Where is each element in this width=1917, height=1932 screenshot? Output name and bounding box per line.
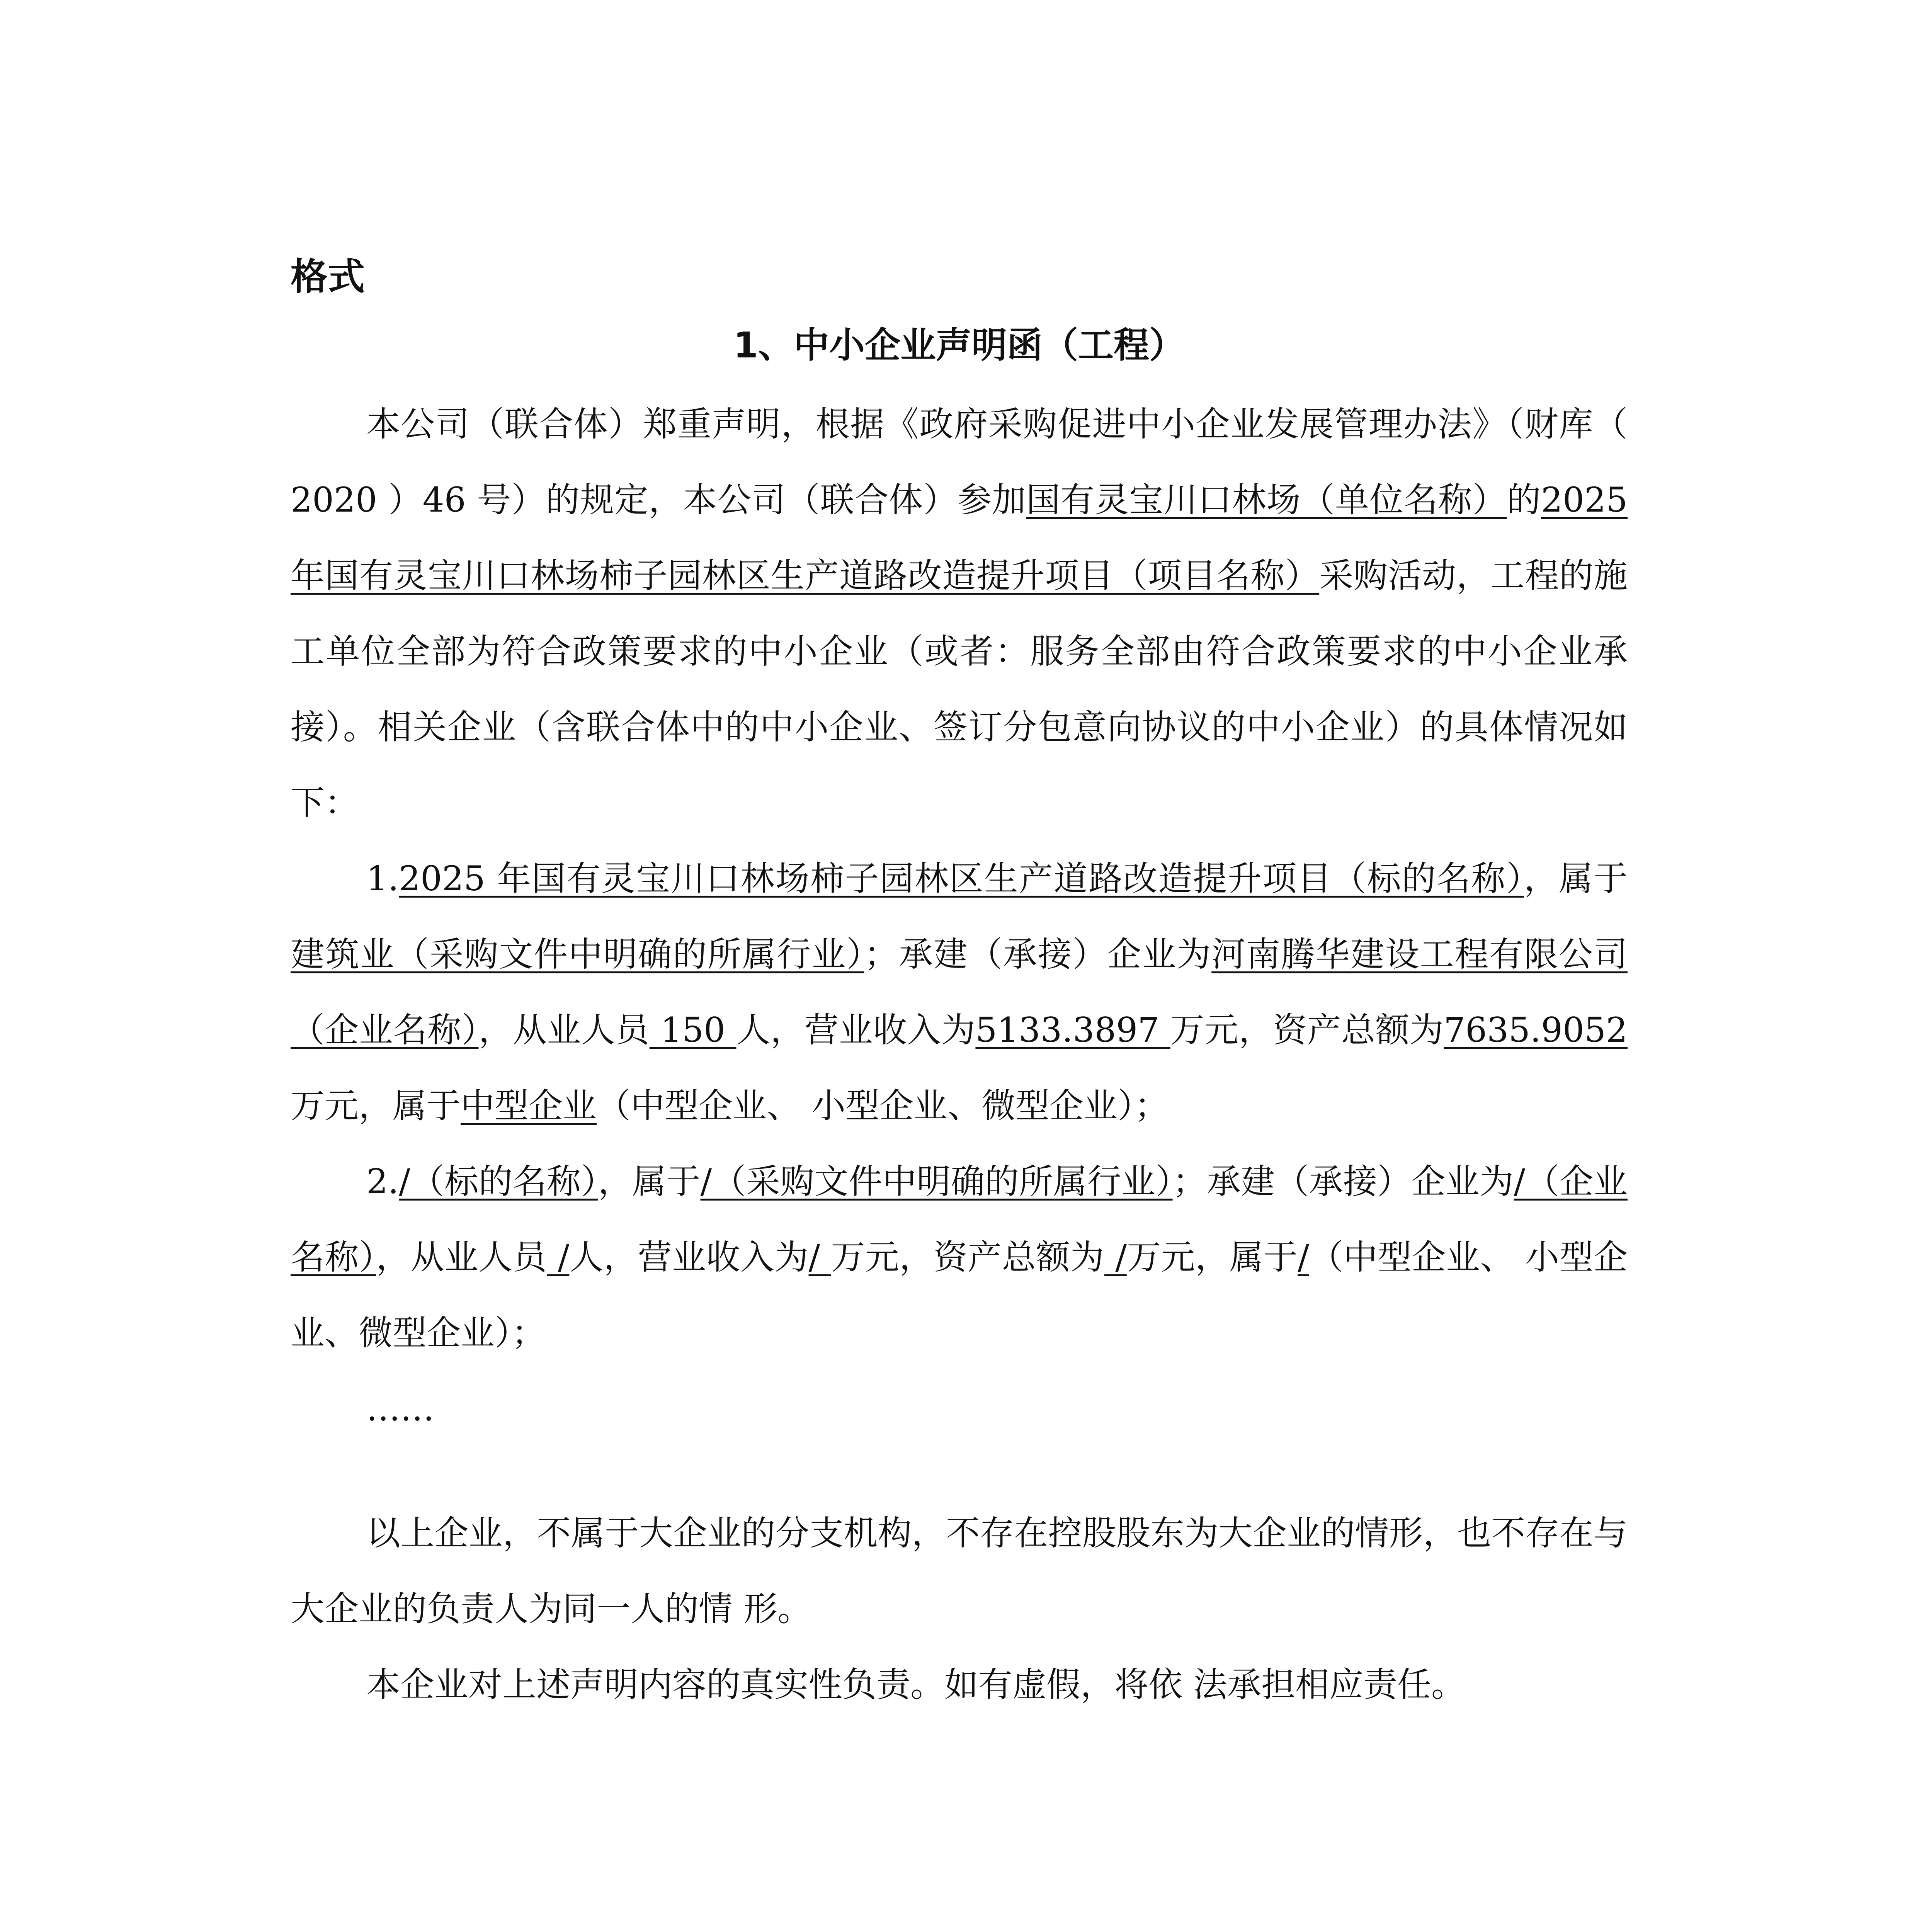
intro-text-c: 采购活动，工程的施工单位全部为符合政策要求的中小企业（或者：服务全部由符合政策要求的中小企业承接）。相关企业（含联合体中的中小企业、签订分包意向协议的中小企业）的具体情况如下：: [291, 556, 1628, 823]
item2-text: ；承建（承接）企业为: [1172, 1162, 1514, 1201]
item2-text: ，从业人员: [376, 1237, 547, 1277]
enterprise-item-1: [291, 841, 1628, 1144]
item1-text: ，从业人员: [478, 1010, 650, 1050]
intro-paragraph: [291, 386, 1628, 841]
ellipsis-line: ……: [366, 1389, 434, 1429]
item1-size-field: 中型企业: [461, 1086, 597, 1126]
unit-name-field: 国有灵宝川口林场（单位名称）: [1026, 480, 1507, 520]
item1-employees-field: 150: [649, 1010, 737, 1050]
item2-employees-field: /: [547, 1237, 570, 1277]
authenticity-paragraph: 本企业对上述声明内容的真实性负责。如有虚假，将依 法承担相应责任。: [366, 1665, 1465, 1704]
item2-text: ，属于: [598, 1162, 701, 1201]
item1-number: 1.: [366, 859, 399, 898]
item2-size-field: /: [1298, 1237, 1309, 1277]
item1-text: ，属于: [1524, 859, 1628, 898]
item2-text: 万元，属于: [1126, 1237, 1298, 1277]
item1-industry-field: 建筑业（采购文件中明确的所属行业）: [291, 934, 864, 974]
item2-text: 人，营业收入为: [569, 1237, 809, 1277]
enterprise-item-2: [291, 1144, 1628, 1371]
item1-assets-field: 7635.9052: [1444, 1010, 1628, 1050]
item2-company-field: /（企业名称）: [291, 1162, 1628, 1277]
intro-text-b: 的: [1507, 480, 1541, 520]
item1-text: 人，营业收入为: [736, 1010, 976, 1050]
item1-subject-field: 2025 年国有灵宝川口林场柿子园林区生产道路改造提升项目（标的名称）: [398, 859, 1524, 898]
declaration-body: [291, 386, 1628, 1447]
document-title: 1、中小企业声明函（工程）: [733, 325, 1185, 366]
item1-text: 万元，属于: [291, 1086, 461, 1126]
item1-text: ；承建（承接）企业为: [864, 934, 1212, 974]
item1-company-field: 河南腾华建设工程有限公司（企业名称）: [291, 934, 1628, 1050]
format-heading: 格式: [291, 255, 365, 298]
item2-assets-field: /: [1104, 1237, 1127, 1277]
project-name-field: 2025 年国有灵宝川口林场柿子园林区生产道路改造提升项目（项目名称）: [291, 480, 1628, 595]
item2-text: 万元，资产总额为: [831, 1237, 1104, 1277]
item1-revenue-field: 5133.3897: [975, 1010, 1170, 1050]
item1-text: 万元，资产总额为: [1170, 1010, 1444, 1050]
item2-text: （中型企业、 小型企业、微型企业）；: [291, 1237, 1628, 1353]
declaration-closing: [291, 1495, 1628, 1723]
item2-industry-field: /（采购文件中明确的所属行业）: [700, 1162, 1173, 1201]
non-large-enterprise-paragraph: 以上企业，不属于大企业的分支机构，不存在控股股东为大企业的情形，也不存在与大企业的负责人为同一人的情 形。: [291, 1513, 1628, 1629]
item2-number: 2.: [366, 1162, 399, 1201]
item2-subject-field: /（标的名称）: [398, 1162, 598, 1201]
intro-text-a: 本公司（联合体）郑重声明，根据《政府采购促进中小企业发展管理办法》（财库（ 2020 ）46 号）的规定，本公司（联合体）参加: [291, 404, 1628, 520]
item1-text: （中型企业、 小型企业、微型企业）；: [597, 1086, 1169, 1126]
item2-revenue-field: /: [808, 1237, 831, 1277]
